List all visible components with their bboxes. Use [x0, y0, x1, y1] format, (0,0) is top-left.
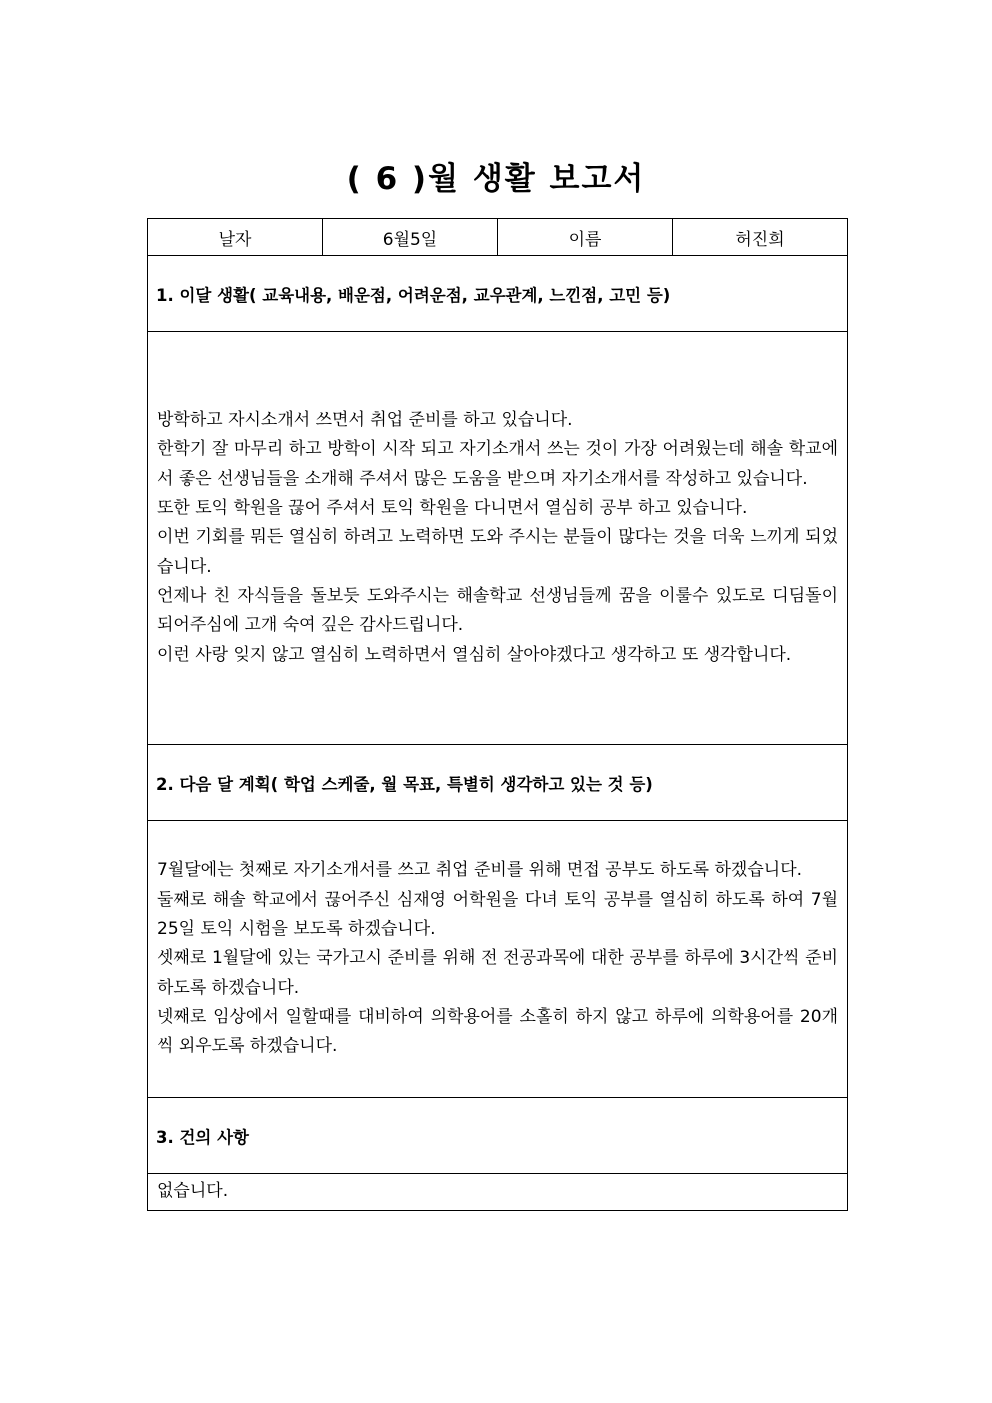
section-2-paragraph: 7월달에는 첫째로 자기소개서를 쓰고 취업 준비를 위해 면접 공부도 하도록 하겠습니다.: [157, 860, 803, 881]
section-3-body: [148, 1174, 848, 1211]
section-2-paragraph: 셋째로 1월달에 있는 국가고시 준비를 위해 전 전공과목에 대한 공부를 하루에 3시간씩 준비하도록 하겠습니다.: [157, 948, 838, 998]
report-title: ( 6 )월 생활 보고서: [346, 161, 646, 197]
section-1-paragraph: 언제나 친 자식들을 돌보듯 도와주시는 해솔학교 선생님들께 꿈을 이룰수 있도로 디딤돌이 되어주심에 고개 숙여 깊은 감사드립니다.: [157, 585, 838, 636]
info-row: [148, 219, 848, 256]
section-2-paragraph: 넷째로 임상에서 일할때를 대비하여 의학용어를 소홀히 하지 않고 하루에 의학용어를 20개씩 외우도록 하겠습니다.: [157, 1006, 838, 1057]
section-1-body: [148, 332, 848, 745]
section-1-paragraph: 방학하고 자시소개서 쓰면서 취업 준비를 하고 있습니다.: [157, 410, 573, 431]
section-3-body-row: [148, 1174, 848, 1211]
section-3-paragraph: 없습니다.: [157, 1181, 229, 1202]
section-1-paragraph: 이번 기회를 뭐든 열심히 하려고 노력하면 도와 주시는 분들이 많다는 것을 더욱 느끼게 되었습니다.: [157, 527, 838, 577]
date-value: 6월5일: [323, 219, 498, 256]
section-3-header-row: [148, 1098, 848, 1174]
name-label: 이름: [498, 219, 673, 256]
section-1-body-row: [148, 332, 848, 745]
section-2-heading: 2. 다음 달 계획( 학업 스케줄, 월 목표, 특별히 생각하고 있는 것 등): [148, 745, 848, 821]
section-1-paragraph: 또한 토익 학원을 끊어 주셔서 토익 학원을 다니면서 열심히 공부 하고 있습니다.: [157, 498, 748, 519]
section-2-header-row: [148, 745, 848, 821]
section-1-heading: 1. 이달 생활( 교육내용, 배운점, 어려운점, 교우관계, 느낀점, 고민 등): [148, 256, 848, 332]
section-1-header-row: [148, 256, 848, 332]
section-2-paragraph: 둘째로 해솔 학교에서 끊어주신 심재영 어학원을 다녀 토익 공부를 열심히 하도록 하여 7월 25일 토익 시험을 보도록 하겠습니다.: [157, 889, 838, 940]
section-2-body: [148, 821, 848, 1098]
section-1-paragraph: 한학기 잘 마무리 하고 방학이 시작 되고 자기소개서 쓰는 것이 가장 어려웠는데 해솔 학교에서 좋은 선생님들을 소개해 주셔서 많은 도움을 받으며 자기소개서를 작성하고 있습니다.: [157, 439, 838, 489]
section-2-body-row: [148, 821, 848, 1098]
section-1-paragraph: 이런 사랑 잊지 않고 열심히 노력하면서 열심히 살아야겠다고 생각하고 또 생각합니다.: [157, 644, 792, 665]
name-value: 허진희: [673, 219, 848, 256]
date-label: 날자: [148, 219, 323, 256]
section-3-heading: 3. 건의 사항: [148, 1098, 848, 1174]
report-table: [147, 218, 848, 1211]
